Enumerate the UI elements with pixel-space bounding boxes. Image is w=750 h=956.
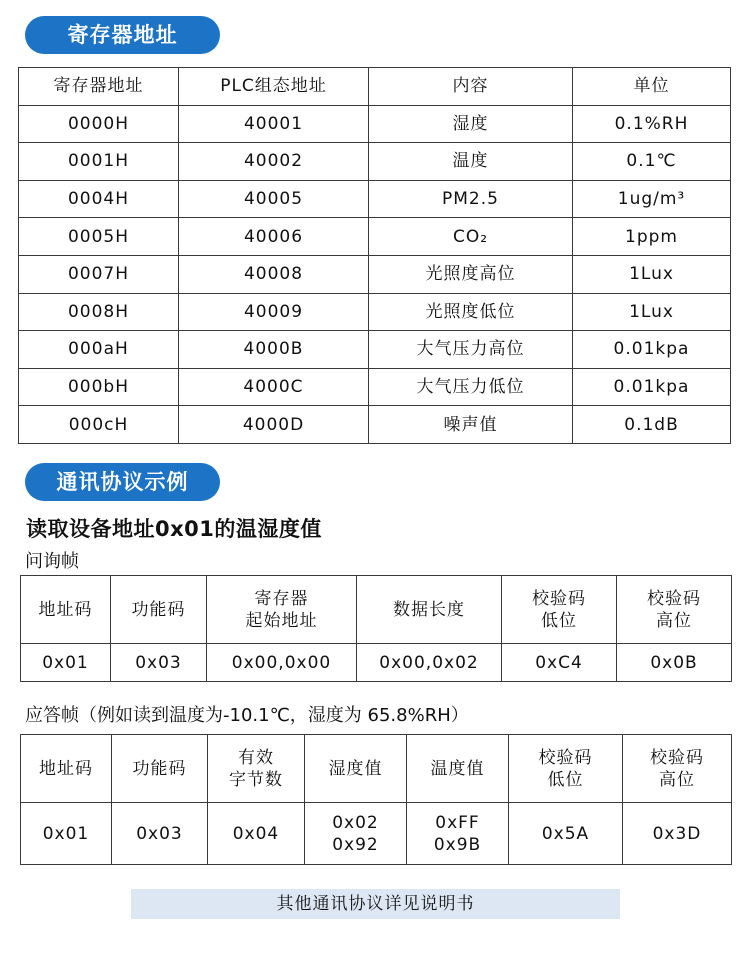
table-cell: 000aH (19, 331, 179, 369)
table-row (21, 644, 732, 682)
query-frame-table (20, 575, 732, 682)
table-cell: 0001H (19, 143, 179, 181)
table-cell: 0.01kpa (573, 368, 731, 406)
response-frame-label: 应答帧（例如读到温度为-10.1℃，湿度为 65.8%RH） (25, 705, 469, 726)
table-cell: 0x01 (21, 803, 112, 865)
table-cell: 0.1dB (573, 406, 731, 444)
table-cell: 0.01kpa (573, 331, 731, 369)
table-cell: 0xFF 0x9B (407, 803, 509, 865)
column-header: 地址码 (21, 735, 112, 803)
table-cell: 0x03 (112, 803, 208, 865)
table-row (21, 803, 732, 865)
register-address-table (18, 67, 731, 444)
table-row (19, 406, 731, 444)
column-header: 寄存器 起始地址 (207, 576, 357, 644)
table-row (19, 255, 731, 293)
table-cell: 温度 (369, 143, 573, 181)
table-cell: CO₂ (369, 218, 573, 256)
table-cell: 光照度低位 (369, 293, 573, 331)
table-cell: 0.1%RH (573, 105, 731, 143)
table-cell: 1Lux (573, 255, 731, 293)
table-cell: 40002 (179, 143, 369, 181)
section-title-protocol-example: 通讯协议示例 (25, 463, 220, 501)
table-row (19, 218, 731, 256)
table-cell: 000cH (19, 406, 179, 444)
table-header-row (21, 576, 732, 644)
table-cell: 大气压力高位 (369, 331, 573, 369)
column-header: 校验码 低位 (509, 735, 623, 803)
table-cell: 0.1℃ (573, 143, 731, 181)
table-cell: 0x00,0x02 (357, 644, 502, 682)
column-header: 单位 (573, 68, 731, 106)
table-row (19, 105, 731, 143)
table-cell: 000bH (19, 368, 179, 406)
column-header: 功能码 (112, 735, 208, 803)
column-header: PLC组态地址 (179, 68, 369, 106)
table-cell: 4000B (179, 331, 369, 369)
table-cell: 0x03 (111, 644, 207, 682)
table-cell: 噪声值 (369, 406, 573, 444)
query-frame-label: 问询帧 (25, 551, 79, 572)
footer-note: 其他通讯协议详见说明书 (131, 889, 620, 919)
table-cell: 0005H (19, 218, 179, 256)
table-cell: 40008 (179, 255, 369, 293)
table-cell: 40009 (179, 293, 369, 331)
table-cell: 0x01 (21, 644, 111, 682)
table-cell: 0x04 (208, 803, 305, 865)
response-frame-table (20, 734, 732, 865)
table-row (19, 180, 731, 218)
table-cell: 40001 (179, 105, 369, 143)
table-cell: 0007H (19, 255, 179, 293)
table-cell: 4000C (179, 368, 369, 406)
table-cell: 0008H (19, 293, 179, 331)
table-header-row (21, 735, 732, 803)
column-header: 有效 字节数 (208, 735, 305, 803)
column-header: 寄存器地址 (19, 68, 179, 106)
example-subtitle: 读取设备地址0x01的温湿度值 (26, 517, 322, 541)
column-header: 地址码 (21, 576, 111, 644)
table-cell: 大气压力低位 (369, 368, 573, 406)
table-row (19, 368, 731, 406)
table-cell: 40005 (179, 180, 369, 218)
column-header: 温度值 (407, 735, 509, 803)
table-cell: 1ppm (573, 218, 731, 256)
table-cell: 0x5A (509, 803, 623, 865)
column-header: 数据长度 (357, 576, 502, 644)
column-header: 湿度值 (305, 735, 407, 803)
table-row (19, 331, 731, 369)
table-cell: 0x00,0x00 (207, 644, 357, 682)
table-cell: PM2.5 (369, 180, 573, 218)
table-cell: 40006 (179, 218, 369, 256)
table-cell: 0x0B (617, 644, 732, 682)
column-header: 内容 (369, 68, 573, 106)
table-cell: 湿度 (369, 105, 573, 143)
column-header: 校验码 高位 (623, 735, 732, 803)
table-row (19, 293, 731, 331)
table-row (19, 143, 731, 181)
table-cell: 1Lux (573, 293, 731, 331)
column-header: 功能码 (111, 576, 207, 644)
section-title-register-address: 寄存器地址 (25, 16, 220, 54)
table-cell: 光照度高位 (369, 255, 573, 293)
table-cell: 0xC4 (502, 644, 617, 682)
column-header: 校验码 高位 (617, 576, 732, 644)
table-header-row (19, 68, 731, 106)
table-cell: 0000H (19, 105, 179, 143)
table-cell: 4000D (179, 406, 369, 444)
column-header: 校验码 低位 (502, 576, 617, 644)
table-cell: 0x3D (623, 803, 732, 865)
table-cell: 0x02 0x92 (305, 803, 407, 865)
table-cell: 0004H (19, 180, 179, 218)
table-cell: 1ug/m³ (573, 180, 731, 218)
